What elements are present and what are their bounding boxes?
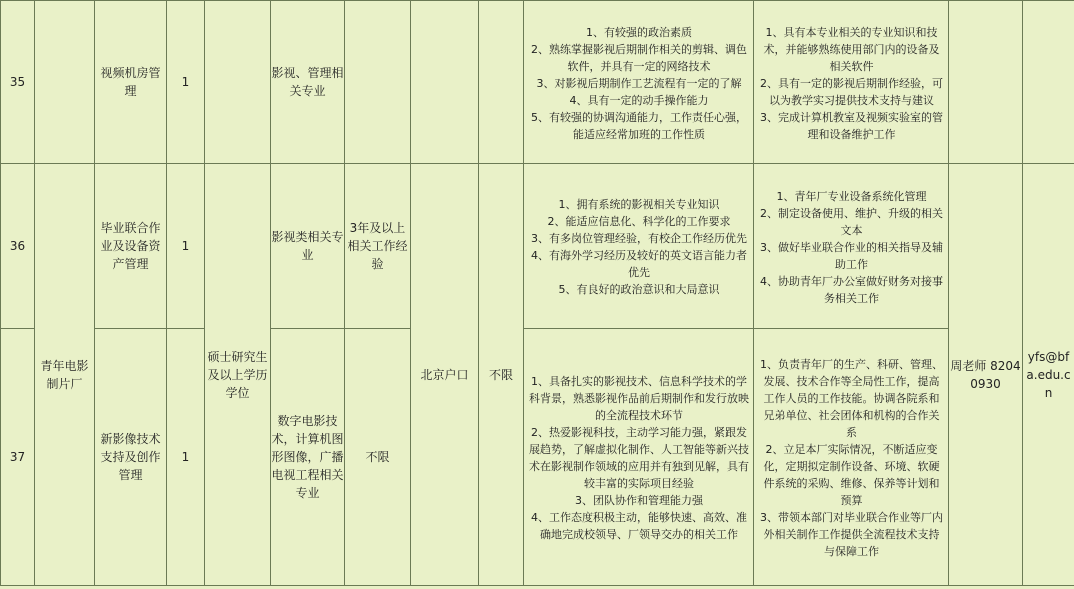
headcount: 1 bbox=[167, 164, 205, 329]
department-name: 青年电影制片厂 bbox=[35, 164, 95, 586]
list-item: 2、具有一定的影视后期制作经验，可以为教学实习提供技术支持与建议 bbox=[760, 76, 943, 107]
duties-list bbox=[754, 1, 949, 164]
list-item: 5、有较强的协调沟通能力，工作责任心强，能适应经常加班的工作性质 bbox=[531, 110, 747, 141]
list-item: 5、有良好的政治意识和大局意识 bbox=[558, 283, 720, 296]
headcount: 1 bbox=[167, 329, 205, 586]
row-number: 36 bbox=[1, 164, 35, 329]
education-cell bbox=[205, 1, 271, 164]
qualification-list bbox=[524, 164, 754, 329]
major-requirement: 数字电影技术，计算机图形图像，广播电视工程相关专业 bbox=[271, 329, 345, 586]
table-row bbox=[1, 329, 1074, 586]
position-name: 视频机房管理 bbox=[95, 1, 167, 164]
list-item: 3、做好毕业联合作业的相关指导及辅助工作 bbox=[760, 240, 943, 271]
position-name: 新影像技术支持及创作管理 bbox=[95, 329, 167, 586]
qualification-list bbox=[524, 329, 754, 586]
list-item: 2、立足本厂实际情况，不断适应变化，定期拟定制作设备、环境、软硬件系统的采购、维修、保养等计划和预算 bbox=[763, 443, 940, 507]
list-item: 3、有多岗位管理经验，有校企工作经历优先 bbox=[531, 232, 747, 245]
list-item: 3、完成计算机教室及视频实验室的管理和设备维护工作 bbox=[760, 110, 943, 141]
hukou-requirement: 北京户口 bbox=[411, 164, 479, 586]
position-name: 毕业联合作业及设备资产管理 bbox=[95, 164, 167, 329]
age-requirement: 不限 bbox=[479, 164, 524, 586]
list-item: 4、协助青年厂办公室做好财务对接事务相关工作 bbox=[760, 274, 943, 305]
list-item: 2、热爱影视科技，主动学习能力强，紧跟发展趋势，了解虚拟化制作、人工智能等新兴技术在影视制作领域的应用并有独到见解，具有较丰富的实际项目经验 bbox=[529, 426, 749, 490]
list-item: 1、具备扎实的影视技术、信息科学技术的学科背景，熟悉影视作品前后期制作和发行放映的全流程技术环节 bbox=[529, 375, 749, 422]
contact-cell bbox=[949, 1, 1023, 164]
row-number: 37 bbox=[1, 329, 35, 586]
list-item: 1、拥有系统的影视相关专业知识 bbox=[558, 198, 720, 211]
age-cell bbox=[479, 1, 524, 164]
duties-list bbox=[754, 164, 949, 329]
headcount: 1 bbox=[167, 1, 205, 164]
major-requirement: 影视、管理相关专业 bbox=[271, 1, 345, 164]
list-item: 3、对影视后期制作工艺流程有一定的了解 bbox=[536, 76, 742, 90]
qualification-list bbox=[524, 1, 754, 164]
list-item: 4、具有一定的动手操作能力 bbox=[569, 93, 709, 107]
list-item: 2、制定设备使用、维护、升级的相关文本 bbox=[760, 206, 943, 237]
email-cell bbox=[1023, 1, 1074, 164]
list-item: 3、团队协作和管理能力强 bbox=[575, 494, 703, 507]
list-item: 3、带领本部门对毕业联合作业等厂内外相关制作工作提供全流程技术支持与保障工作 bbox=[760, 511, 943, 558]
list-item: 1、具有本专业相关的专业知识和技术，并能够熟练使用部门内的设备及相关软件 bbox=[763, 25, 940, 73]
list-item: 2、熟练掌握影视后期制作相关的剪辑、调色软件，并具有一定的网络技术 bbox=[531, 42, 747, 73]
duties-list bbox=[754, 329, 949, 586]
table-row bbox=[1, 1, 1074, 164]
department-cell bbox=[35, 1, 95, 164]
list-item: 4、工作态度积极主动，能够快速、高效、准确地完成校领导、厂领导交办的相关工作 bbox=[531, 511, 747, 541]
list-item: 1、有较强的政治素质 bbox=[586, 25, 692, 39]
list-item: 1、负责青年厂的生产、科研、管理、发展、技术合作等全局性工作，提高工作人员的工作技能。协调各院系和兄弟单位、社会团体和机构的合作关系 bbox=[760, 358, 943, 439]
experience-requirement: 3年及以上相关工作经验 bbox=[345, 164, 411, 329]
list-item: 2、能适应信息化、科学化的工作要求 bbox=[547, 215, 731, 228]
contact-email[interactable]: yfs@bfa.edu.cn bbox=[1023, 164, 1074, 586]
experience-requirement: 不限 bbox=[345, 329, 411, 586]
major-requirement: 影视类相关专业 bbox=[271, 164, 345, 329]
list-item: 4、有海外学习经历及较好的英文语言能力者优先 bbox=[531, 249, 747, 279]
hukou-cell bbox=[411, 1, 479, 164]
row-number: 35 bbox=[1, 1, 35, 164]
list-item: 1、青年厂专业设备系统化管理 bbox=[776, 189, 927, 203]
experience-requirement bbox=[345, 1, 411, 164]
contact-person: 周老师 82040930 bbox=[949, 164, 1023, 586]
table-row bbox=[1, 164, 1074, 329]
education-requirement: 硕士研究生及以上学历学位 bbox=[205, 164, 271, 586]
